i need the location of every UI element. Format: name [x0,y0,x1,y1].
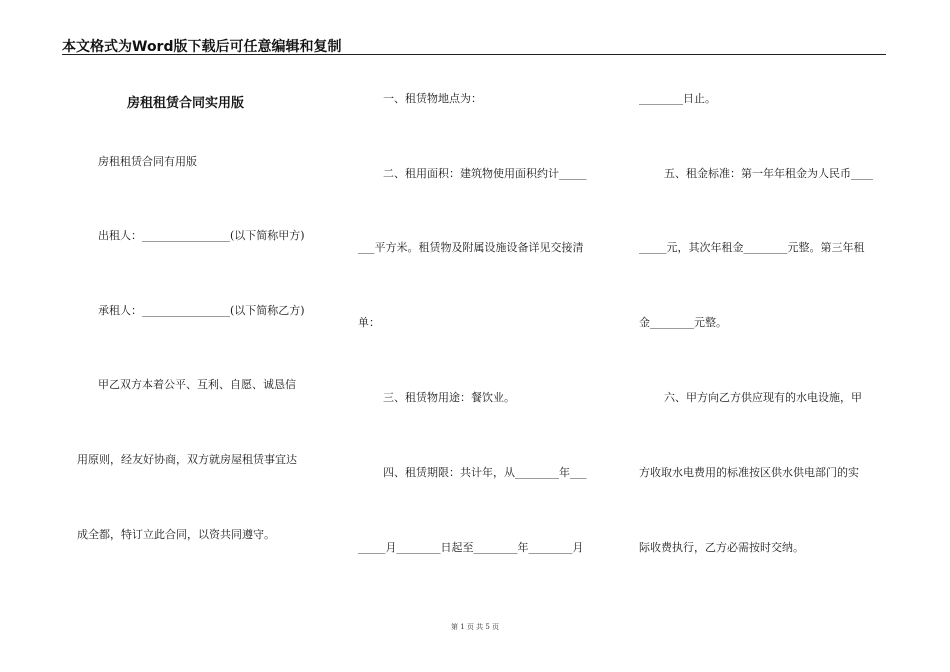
clause-4-term-end: ________日止。 [639,92,716,105]
lessee-line: 承租人：________________(以下简称乙方) [98,304,305,317]
clause-6-utilities-line-3: 际收费执行，乙方必需按时交纳。 [639,541,804,554]
clause-3-usage: 三、租赁物用途：餐饮业。 [383,391,515,404]
clause-5-rent-line-2: _____元，其次年租金________元整。第三年租 [639,241,865,254]
clause-2-area-line-1: 二、租用面积：建筑物使用面积约计_____ [383,167,587,180]
preamble-line-2: 用原则，经友好协商，双方就房屋租赁事宜达 [77,453,297,466]
clause-2-area-line-2: ___平方米。租赁物及附属设施设备详见交接清 [358,241,584,254]
clause-4-term-line-2: _____月________日起至________年________月 [358,541,584,554]
preamble-line-1: 甲乙双方本着公平、互利、自愿、诚恳信 [98,378,296,391]
clause-2-area-line-3: 单： [358,316,380,329]
clause-6-utilities-line-1: 六、甲方向乙方供应现有的水电设施，甲 [664,391,862,404]
header-divider [62,54,886,55]
clause-6-utilities-line-2: 方收取水电费用的标准按区供水供电部门的实 [639,466,859,479]
clause-5-rent-line-1: 五、租金标准：第一年年租金为人民币____ [664,167,873,180]
page-number: 第 1 页 共 5 页 [450,623,500,631]
clause-1-location: 一、租赁物地点为： [383,92,482,105]
clause-5-rent-line-3: 金________元整。 [639,316,727,329]
contract-name-line: 房租租赁合同有用版 [98,155,197,168]
preamble-line-3: 成全都，特订立此合同，以资共同遵守。 [77,528,275,541]
clause-4-term-line-1: 四、租赁期限：共计年，从________年___ [383,466,587,479]
document-title: 房租租赁合同实用版 [127,96,245,111]
lessor-line: 出租人：________________(以下简称甲方) [98,229,305,242]
document-header: 本文格式为Word版下载后可任意编辑和复制 [62,39,342,55]
